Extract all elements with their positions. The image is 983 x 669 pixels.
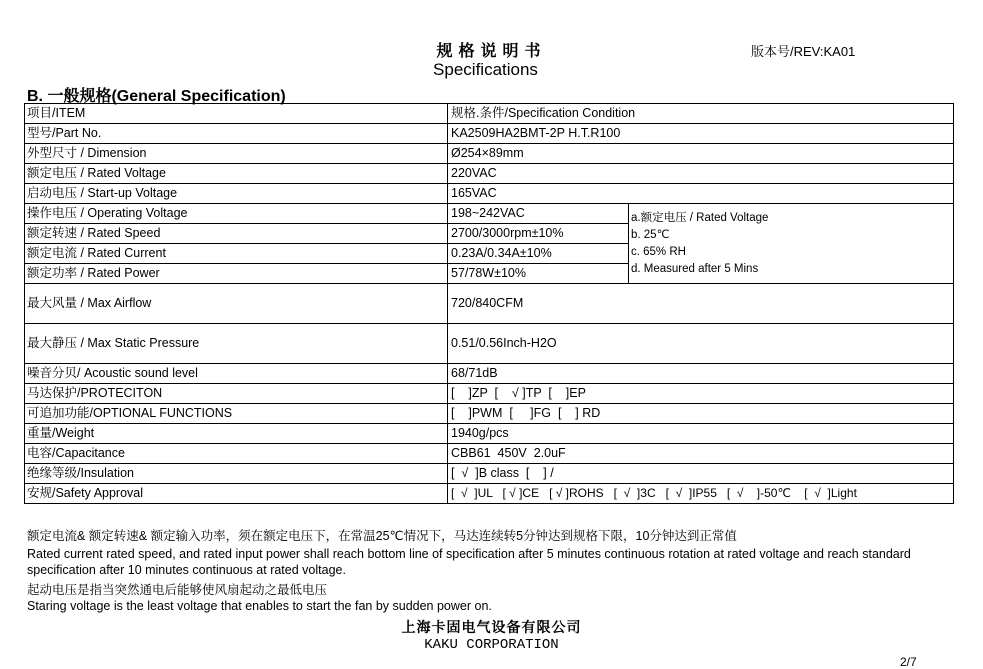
- note-cn: 额定电流& 额定转速& 额定输入功率，须在额定电压下，在常温25℃情况下，马达连续转5分钟达到规格下限，10分钟达到正常值: [27, 529, 737, 543]
- startup-voltage-note: [27, 582, 947, 614]
- row-value: CBB61 450V 2.0uF: [448, 444, 954, 464]
- page-number: 2/7: [900, 655, 917, 669]
- row-value: [ √ ]UL [ √ ]CE [ √ ]ROHS [ √ ]3C [ √ ]IP55 [ √ ]-50℃ [ √ ]Light: [448, 484, 954, 504]
- row-value: 198~242VAC: [448, 204, 629, 224]
- row-value: KA2509HA2BMT-2P H.T.R100: [448, 124, 954, 144]
- spec-table: [24, 103, 954, 504]
- row-value: 720/840CFM: [448, 284, 954, 324]
- company-name-en: KAKU CORPORATION: [424, 637, 559, 653]
- table-row: [25, 124, 954, 144]
- header-condition: 规格.条件/Specification Condition: [448, 104, 954, 124]
- row-item: 最大风量 / Max Airflow: [25, 284, 448, 324]
- row-value: [ ]PWM [ ]FG [ ] RD: [448, 404, 954, 424]
- company-name-cn: 上海卡固电气设备有限公司: [401, 620, 582, 636]
- row-value: 0.51/0.56Inch-H2O: [448, 324, 954, 364]
- rated-values-note: [27, 528, 947, 578]
- table-row: [25, 444, 954, 464]
- row-value: 165VAC: [448, 184, 954, 204]
- row-item: 操作电压 / Operating Voltage: [25, 204, 448, 224]
- document-title-cn: 规格说明书: [436, 41, 547, 60]
- table-header-row: [25, 104, 954, 124]
- row-item: 额定转速 / Rated Speed: [25, 224, 448, 244]
- revision-label: 版本号/REV:KA01: [751, 44, 856, 59]
- table-row: [25, 324, 954, 364]
- table-row: [25, 204, 954, 224]
- table-row: [25, 484, 954, 504]
- row-item: 安规/Safety Approval: [25, 484, 448, 504]
- note-line: b. 25℃: [631, 228, 670, 241]
- table-row: [25, 164, 954, 184]
- row-item: 电容/Capacitance: [25, 444, 448, 464]
- row-item: 外型尺寸 / Dimension: [25, 144, 448, 164]
- table-row: [25, 404, 954, 424]
- table-row: [25, 424, 954, 444]
- note-line: c. 65% RH: [631, 245, 686, 258]
- row-item: 额定电压 / Rated Voltage: [25, 164, 448, 184]
- table-row: [25, 364, 954, 384]
- row-value: [ ]ZP [ √ ]TP [ ]EP: [448, 384, 954, 404]
- row-item: 重量/Weight: [25, 424, 448, 444]
- section-title: B. 一般规格(General Specification): [27, 88, 286, 105]
- document-title-en: Specifications: [433, 60, 538, 79]
- row-item: 噪音分贝/ Acoustic sound level: [25, 364, 448, 384]
- row-value: [ √ ]B class [ ] /: [448, 464, 954, 484]
- note-line: d. Measured after 5 Mins: [631, 262, 759, 275]
- row-item: 马达保护/PROTECITON: [25, 384, 448, 404]
- row-item: 启动电压 / Start-up Voltage: [25, 184, 448, 204]
- note-en: Staring voltage is the least voltage that enables to start the fan by sudden power on.: [27, 599, 492, 613]
- note-en: Rated current rated speed, and rated input power shall reach bottom line of specification after 5 minutes continuous rotation at rated voltage and reach standard specification after 10 minutes continuous at rated voltage.: [27, 547, 911, 577]
- row-value: Ø254×89mm: [448, 144, 954, 164]
- row-item: 可追加功能/OPTIONAL FUNCTIONS: [25, 404, 448, 424]
- row-value: 2700/3000rpm±10%: [448, 224, 629, 244]
- row-item: 额定电流 / Rated Current: [25, 244, 448, 264]
- row-value: 57/78W±10%: [448, 264, 629, 284]
- table-row: [25, 464, 954, 484]
- row-item: 最大静压 / Max Static Pressure: [25, 324, 448, 364]
- row-value: 68/71dB: [448, 364, 954, 384]
- test-conditions-notes: [629, 204, 954, 284]
- row-item: 额定功率 / Rated Power: [25, 264, 448, 284]
- header-item: 项目/ITEM: [25, 104, 448, 124]
- table-row: [25, 384, 954, 404]
- note-line: a.额定电压 / Rated Voltage: [631, 211, 769, 224]
- row-item: 绝缘等级/Insulation: [25, 464, 448, 484]
- table-row: [25, 184, 954, 204]
- row-value: 220VAC: [448, 164, 954, 184]
- note-cn: 起动电压是指当突然通电后能够使风扇起动之最低电压: [27, 583, 328, 597]
- row-value: 1940g/pcs: [448, 424, 954, 444]
- table-row: [25, 284, 954, 324]
- row-item: 型号/Part No.: [25, 124, 448, 144]
- table-row: [25, 144, 954, 164]
- row-value: 0.23A/0.34A±10%: [448, 244, 629, 264]
